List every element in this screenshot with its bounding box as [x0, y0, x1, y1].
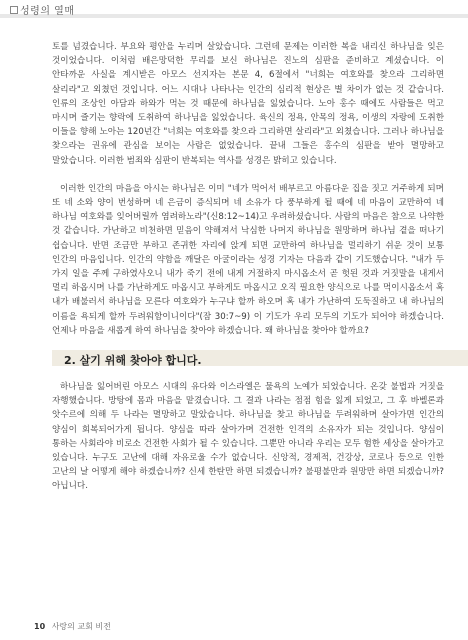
page-footer [34, 621, 111, 632]
publication-name: 사랑의 교회 비전 [51, 622, 111, 631]
section-header-title: 성령의 열매 [20, 6, 75, 17]
section-heading: 2. 살기 위해 찾아야 합니다. [52, 352, 444, 368]
square-bullet-icon [10, 6, 18, 14]
paragraph: 이러한 인간의 마음을 아시는 하나님은 이미 "네가 먹어서 배부르고 아름다운 집을 짓고 거주하게 되며 또 네 소와 양이 번성하며 네 은금이 증식되며 네 소유가 다 풍부하게 될 때에 네 마음이 교만하여 네 하나님 여호와를 잊어버릴까 염려하노라"(신8:12~14)고 우려하셨습니다. 사람의 마음은 참으로 나약한 것 같습니다. 가난하고 비천하면 믿음이 약해져서 낙심한 나머지 하나님을 원망하며 하나님 곁을 떠나기 쉽습니다. 반면 조금만 부하고 존귀한 자리에 앉게 되면 교만하여 하나님을 멀리하기 쉬운 것이 보통 인간의 마음입니다. 인간의 약함을 깨달은 아굴이라는 성경 기자는 다음과 같이 기도했습니다. "내가 두 가지 일을 주께 구하였사오니 내가 죽기 전에 내게 거절하지 마시옵소서 곧 헛된 것과 거짓말을 내게서 멀리 하옵시며 나를 가난하게도 마옵시고 부하게도 마옵시고 오직 필요한 양식으로 나를 먹이시옵소서 혹 내가 배불러서 하나님을 모른다 여호와가 누구냐 할까 하오며 혹 내가 가난하여 도둑질하고 내 하나님의 이름을 욕되게 할까 두려워함이니이다"(잠 30:7~9) 이 기도가 우리 모두의 기도가 되어야 하겠습니다. 언제나 마음을 새롭게 하여 하나님을 찾아야 하겠습니다. 왜 하나님을 찾아야 할까요? [52, 183, 444, 336]
paragraph: 토를 넘겼습니다. 부요와 평안을 누리며 살았습니다. 그런데 문제는 이러한 복을 내리신 하나님을 잊은 것이었습니다. 이처럼 배은망덕한 무리를 보신 하나님은 진노의 심판을 준비하고 계셨습니다. 이 안타까운 사실을 계시받은 아모스 선지자는 본문 4, 6절에서 "너희는 여호와를 찾으라 그리하면 살리라"고 외쳤던 것입니다. 어느 시대나 나타나는 인간의 심리적 현상은 별 차이가 없는 것 같습니다. 인류의 조상인 아담과 하와가 먹는 것 때문에 하나님을 잃었습니다. 노아 홍수 때에도 사람들은 먹고 마시며 즐기는 향락에 도취하여 하나님을 잃었습니다. 육신의 정욕, 안목의 정욕, 이생의 자랑에 도취한 이들을 향해 노아는 120년간 "너희는 여호와를 찾으라 그리하면 살리라"고 외쳤습니다. 그러나 하나님을 찾으라는 권유에 관심을 보이는 사람은 없었습니다. 끝내 그들은 홍수의 심판을 받아 멸망하고 말았습니다. 이러한 범죄와 심판이 반복되는 역사를 성경은 밝히고 있습니다. [52, 42, 444, 166]
page-number: 10 [34, 622, 46, 631]
article-body [52, 40, 444, 494]
paragraph: 하나님을 잃어버린 아모스 시대의 유다와 이스라엘은 물욕의 노예가 되었습니다. 온갖 불법과 거짓을 자행했습니다. 방탕에 몸과 마음을 맡겼습니다. 그 결과 나라는 점점 힘을 잃게 되었고, 그 후 바벨론과 앗수르에 의해 두 나라는 멸망하고 말았습니다. 하나님을 찾고 하나님을 두려워하며 살아가면 인간의 양심이 회복되어가게 됩니다. 양심을 따라 살아가며 건전한 인격의 소유자가 되는 것입니다. 양심이 통하는 사회라야 비로소 건전한 사회가 될 수 있습니다. 그뿐만 아니라 우리는 모두 험한 세상을 살아가고 있습니다. 누구도 고난에 대해 자유로울 수가 없습니다. 신앙적, 경제적, 건강상, 코로나 등으로 인한 고난의 날 어떻게 해야 하겠습니까? 신세 한탄만 하면 되겠습니까? 불평불만과 원망만 하면 되겠습니까? 아닙니다. [52, 382, 444, 492]
page-header [0, 0, 468, 20]
paragraph-spacer [52, 168, 444, 182]
